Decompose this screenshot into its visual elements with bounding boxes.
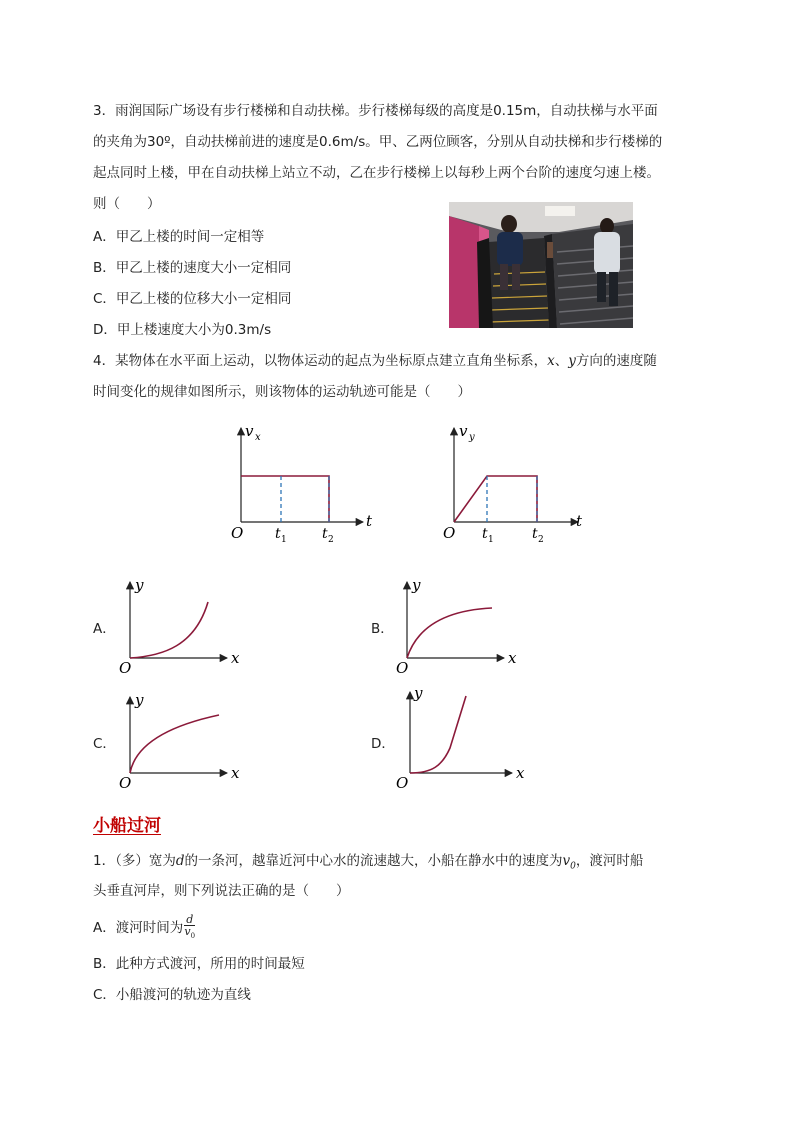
- vy-t1-sub: 1: [488, 535, 494, 545]
- q4-option-d-label: D．: [371, 736, 395, 752]
- vy-t2-sub: 2: [538, 535, 544, 545]
- q4-x-symbol: x: [547, 353, 555, 369]
- q4-option-c-label: C．: [93, 736, 116, 752]
- option-a-y-label: y: [135, 576, 144, 594]
- q3-line-2: 的夹角为30º，自动扶梯前进的速度是0.6m/s。甲、乙两位顾客，分别从自动扶梯和步行楼梯的: [93, 134, 663, 150]
- vx-t1-sub: 1: [281, 535, 287, 545]
- escalator-photo: [449, 202, 633, 328]
- vy-t2-label: t: [532, 526, 538, 542]
- q4-y-symbol: y: [568, 353, 576, 369]
- fraction-numerator: d: [186, 913, 194, 926]
- q3-option-a: A．甲乙上楼的时间一定相等: [93, 229, 265, 245]
- option-b-y-label: y: [412, 576, 421, 594]
- q4-option-b-label: B．: [371, 621, 394, 637]
- q3-option-c: C．甲乙上楼的位移大小一定相同: [93, 291, 292, 307]
- option-a-x-label: x: [231, 649, 240, 667]
- fraction-denominator: [184, 926, 195, 942]
- option-c-x-label: x: [231, 764, 240, 782]
- boat-line-1: [93, 851, 643, 877]
- q4-option-d-graph: [390, 684, 535, 791]
- boat-line-1-text-a: 1．（多）宽为: [93, 853, 176, 869]
- q3-option-d: D．甲上楼速度大小为0.3m/s: [93, 322, 272, 338]
- boat-line-2: 头垂直河岸，则下列说法正确的是（ ）: [93, 883, 350, 899]
- boat-option-a: [93, 914, 195, 942]
- vx-t-axis-label: t: [366, 512, 373, 530]
- vx-t2-sub: 2: [328, 535, 334, 545]
- option-c-y-label: y: [135, 691, 144, 709]
- option-b-origin: O: [396, 659, 409, 676]
- q4-option-a-label: A．: [93, 621, 116, 637]
- q4-option-b-graph: [390, 574, 530, 676]
- vy-axis-label: v: [459, 422, 468, 440]
- q4-line-1-text-a: 4．某物体在水平面上运动，以物体运动的起点为坐标原点建立直角坐标系，: [93, 353, 548, 369]
- option-d-origin: O: [396, 774, 409, 791]
- vy-t1-label: t: [482, 526, 488, 542]
- boat-d-symbol: d: [175, 853, 185, 869]
- vy-axis-sub: y: [469, 432, 475, 443]
- vy-origin: O: [443, 524, 456, 542]
- option-a-origin: O: [119, 659, 132, 676]
- option-d-x-label: x: [516, 764, 525, 782]
- q4-option-a-graph: [113, 574, 253, 676]
- option-d-y-label: y: [414, 684, 423, 702]
- vx-origin: O: [231, 524, 244, 542]
- section-title: 小船过河: [93, 816, 161, 836]
- boat-option-a-text: A．渡河时间为: [93, 920, 184, 937]
- option-c-origin: O: [119, 774, 132, 791]
- vx-axis-label: v: [245, 422, 254, 440]
- q3-line-4: 则（ ）: [93, 196, 161, 212]
- q4-line-1-text-b: 方向的速度随: [575, 353, 657, 369]
- vx-t2-label: t: [322, 526, 328, 542]
- q3-line-3: 起点同时上楼，甲在自动扶梯上站立不动，乙在步行楼梯上以每秒上两个台阶的速度匀速上楼。: [93, 165, 660, 181]
- fraction-denominator-v: v: [184, 925, 191, 938]
- boat-line-1-text-c: ，渡河时船: [575, 853, 644, 869]
- q4-option-c-graph: [113, 689, 253, 791]
- q4-separator: 、: [554, 353, 569, 369]
- boat-line-1-text-b: 的一条河，越靠近河中心水的流速越大，小船在静水中的速度为: [184, 853, 563, 869]
- boat-option-a-fraction: [184, 914, 195, 942]
- boat-option-c: C．小船渡河的轨迹为直线: [93, 987, 251, 1003]
- boat-v-symbol: v: [562, 853, 571, 869]
- vx-t1-label: t: [275, 526, 281, 542]
- q3-option-b: B．甲乙上楼的速度大小一定相同: [93, 260, 292, 276]
- vx-t-graph: [225, 418, 385, 546]
- boat-v-subscript: 0: [570, 861, 576, 872]
- option-b-x-label: x: [508, 649, 517, 667]
- q4-line-1: [93, 351, 657, 371]
- vx-axis-sub: x: [255, 432, 261, 443]
- fraction-denominator-sub: 0: [190, 932, 196, 941]
- q4-line-2: 时间变化的规律如图所示，则该物体的运动轨迹可能是（ ）: [93, 384, 471, 400]
- vy-t-graph: [440, 418, 600, 546]
- q3-line-1: 3．雨润国际广场设有步行楼梯和自动扶梯。步行楼梯每级的高度是0.15m，自动扶梯与水平面: [93, 103, 658, 119]
- boat-option-b: B．此种方式渡河，所用的时间最短: [93, 956, 305, 972]
- vy-t-axis-label: t: [576, 512, 583, 530]
